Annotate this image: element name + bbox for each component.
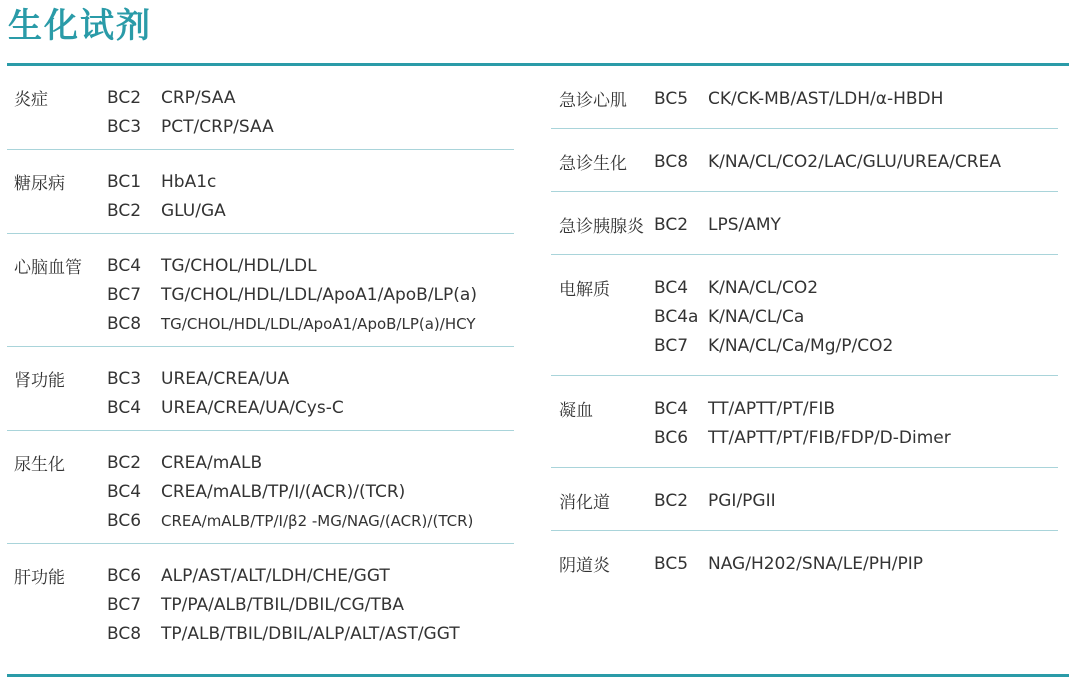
table-row xyxy=(7,309,514,338)
reagent-code: BC7 xyxy=(654,335,689,356)
group-electrolytes xyxy=(551,255,1058,376)
reagent-code: BC3 xyxy=(107,116,142,137)
reagent-code: BC3 xyxy=(107,368,142,389)
table-row xyxy=(7,196,514,225)
test-items: PCT/CRP/SAA xyxy=(161,116,274,137)
test-items: K/NA/CL/CO2/LAC/GLU/UREA/CREA xyxy=(708,151,1001,172)
table-row xyxy=(7,448,514,477)
test-items: GLU/GA xyxy=(161,200,226,221)
group-kidney xyxy=(7,347,514,431)
test-items: K/NA/CL/CO2 xyxy=(708,277,819,298)
category-label: 心脑血管 xyxy=(14,258,82,278)
table-row xyxy=(551,84,1058,113)
table-row xyxy=(551,147,1058,176)
category-label: 急诊心肌 xyxy=(559,91,627,111)
group-cardiovascular xyxy=(7,234,514,347)
table-row xyxy=(7,477,514,506)
test-items: CRP/SAA xyxy=(161,87,236,108)
reagent-code: BC2 xyxy=(107,200,142,221)
test-items: PGI/PGII xyxy=(708,490,776,511)
reagent-code: BC4 xyxy=(654,277,689,298)
table-row xyxy=(551,549,1058,578)
test-items: TP/PA/ALB/TBIL/DBIL/CG/TBA xyxy=(161,594,405,615)
reagent-code: BC2 xyxy=(654,214,689,235)
table-row xyxy=(7,112,514,141)
reagent-code: BC4 xyxy=(654,398,689,419)
group-liver xyxy=(7,544,514,656)
reagent-code: BC1 xyxy=(107,171,142,192)
group-vaginitis xyxy=(551,531,1058,593)
category-label: 阴道炎 xyxy=(559,556,610,576)
group-emergency-pancreatitis xyxy=(551,192,1058,255)
test-items: CK/CK-MB/AST/LDH/α-HBDH xyxy=(708,88,944,109)
reagent-code: BC6 xyxy=(107,510,142,531)
test-items: K/NA/CL/Ca/Mg/P/CO2 xyxy=(708,335,894,356)
reagent-code: BC2 xyxy=(107,452,142,473)
reagent-code: BC4 xyxy=(107,481,142,502)
group-diabetes xyxy=(7,150,514,234)
reagent-code: BC8 xyxy=(654,151,689,172)
reagent-code: BC2 xyxy=(654,490,689,511)
group-inflammation xyxy=(7,66,514,150)
group-urine-biochem xyxy=(7,431,514,544)
page-title: 生化试剂 xyxy=(8,6,152,46)
test-items: UREA/CREA/UA xyxy=(161,368,290,389)
group-emergency-biochem xyxy=(551,129,1058,192)
test-items: CREA/mALB xyxy=(161,452,263,473)
reagent-code: BC7 xyxy=(107,284,142,305)
group-emergency-cardiac xyxy=(551,66,1058,129)
test-items: TG/CHOL/HDL/LDL/ApoA1/ApoB/LP(a) xyxy=(161,284,477,305)
test-items: NAG/H202/SNA/LE/PH/PIP xyxy=(708,553,923,574)
reagent-code: BC8 xyxy=(107,313,142,334)
test-items: TG/CHOL/HDL/LDL/ApoA1/ApoB/LP(a)/HCY xyxy=(161,314,476,333)
reagent-code: BC6 xyxy=(654,427,689,448)
table-row xyxy=(7,167,514,196)
test-items: CREA/mALB/TP/I/β2 -MG/NAG/(ACR)/(TCR) xyxy=(161,511,474,530)
test-items: TT/APTT/PT/FIB/FDP/D-Dimer xyxy=(708,427,951,448)
category-label: 糖尿病 xyxy=(14,174,65,194)
right-column xyxy=(551,66,1058,593)
table-row xyxy=(7,393,514,422)
test-items: LPS/AMY xyxy=(708,214,781,235)
test-items: ALP/AST/ALT/LDH/CHE/GGT xyxy=(161,565,390,586)
table-row xyxy=(551,486,1058,515)
left-column xyxy=(7,66,514,656)
reagent-code: BC5 xyxy=(654,553,689,574)
test-items: TT/APTT/PT/FIB xyxy=(708,398,836,419)
reagent-code: BC7 xyxy=(107,594,142,615)
table-row xyxy=(7,619,514,648)
reagent-code: BC8 xyxy=(107,623,142,644)
reagent-code: BC4a xyxy=(654,306,699,327)
reagent-code: BC4 xyxy=(107,397,142,418)
reagent-code: BC6 xyxy=(107,565,142,586)
test-items: UREA/CREA/UA/Cys-C xyxy=(161,397,344,418)
table-row xyxy=(7,280,514,309)
table-row xyxy=(7,590,514,619)
category-label: 肝功能 xyxy=(14,568,65,588)
table-row xyxy=(7,251,514,280)
category-label: 急诊胰腺炎 xyxy=(559,217,644,237)
test-items: CREA/mALB/TP/I/(ACR)/(TCR) xyxy=(161,481,406,502)
test-items: TP/ALB/TBIL/DBIL/ALP/ALT/AST/GGT xyxy=(161,623,460,644)
reagent-code: BC2 xyxy=(107,87,142,108)
group-coagulation xyxy=(551,376,1058,468)
table-row xyxy=(551,394,1058,423)
table-row xyxy=(551,273,1058,302)
test-items: TG/CHOL/HDL/LDL xyxy=(161,255,317,276)
category-label: 消化道 xyxy=(559,493,610,513)
test-items: K/NA/CL/Ca xyxy=(708,306,805,327)
category-label: 凝血 xyxy=(559,401,593,421)
table-row xyxy=(551,302,1058,331)
table-row xyxy=(551,210,1058,239)
table-row xyxy=(7,364,514,393)
test-items: HbA1c xyxy=(161,171,217,192)
table-row xyxy=(7,561,514,590)
category-label: 炎症 xyxy=(14,90,48,110)
table-row xyxy=(551,423,1058,452)
category-label: 急诊生化 xyxy=(559,154,627,174)
category-label: 肾功能 xyxy=(14,371,65,391)
reagent-code: BC5 xyxy=(654,88,689,109)
group-digestive xyxy=(551,468,1058,531)
category-label: 电解质 xyxy=(559,280,610,300)
table-row xyxy=(7,506,514,535)
reagent-code: BC4 xyxy=(107,255,142,276)
category-label: 尿生化 xyxy=(14,455,65,475)
table-row xyxy=(7,83,514,112)
bottom-divider xyxy=(7,674,1069,677)
table-row xyxy=(551,331,1058,360)
